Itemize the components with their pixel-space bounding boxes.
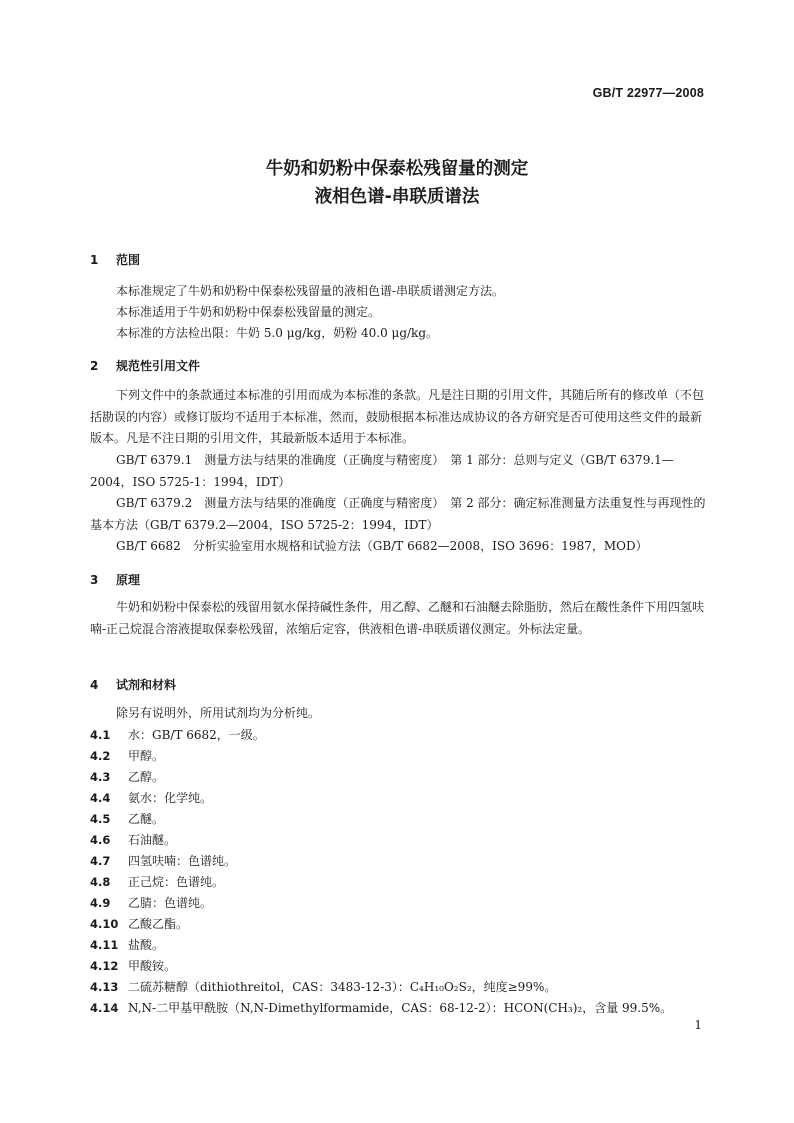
reference-entry: GB/T 6682 分析实验室用水规格和试验方法（GB/T 6682—2008，ISO 3696：1987，MOD） [116, 539, 648, 553]
item-text: 盐酸。 [128, 938, 165, 952]
document-title-line-1: 牛奶和奶粉中保泰松残留量的测定 [265, 159, 529, 179]
paragraph: 除另有说明外，所用试剂均为分析纯。 [116, 706, 321, 720]
item-number: 4.14 [90, 1001, 119, 1015]
list-item [90, 956, 706, 976]
list-item [90, 935, 706, 955]
item-number: 4.10 [90, 917, 119, 931]
section-title: 试剂和材料 [116, 678, 177, 692]
list-item [90, 767, 706, 787]
item-number: 4.4 [90, 791, 111, 805]
item-number: 4.2 [90, 749, 111, 763]
item-number: 4.6 [90, 833, 111, 847]
section-3-heading [90, 571, 140, 588]
item-text: 乙酸乙酯。 [128, 917, 189, 931]
paragraph: 牛奶和奶粉中保泰松的残留用氨水保持碱性条件，用乙醇、乙醚和石油醚去除脂肪，然后在酸性条件下用四氢呋喃-正己烷混合溶液提取保泰松残留，浓缩后定容，供液相色谱-串联质谱仪测定。外标法定量。 [90, 600, 705, 636]
section-title: 原理 [116, 573, 141, 587]
section-title: 范围 [116, 253, 141, 267]
item-text: 正己烷：色谱纯。 [128, 875, 225, 889]
list-item [90, 746, 706, 766]
item-number: 4.1 [90, 728, 111, 742]
item-text: N,N-二甲基甲酰胺（N,N-Dimethylformamide，CAS：68-12-2）：HCON(CH₃)₂，含量 99.5%。 [128, 1001, 673, 1015]
document-title-line-2: 液相色谱-串联质谱法 [314, 187, 480, 207]
item-text: 甲酸铵。 [128, 959, 177, 973]
item-text: 二硫苏糖醇（dithiothreitol，CAS：3483-12-3）：C₄H₁₀O₂S₂，纯度≥99%。 [128, 980, 557, 994]
list-item [90, 893, 706, 913]
list-item [90, 830, 706, 850]
section-4-heading [90, 676, 176, 693]
list-item [90, 725, 706, 745]
list-item [90, 872, 706, 892]
section-number: 1 [90, 253, 99, 267]
paragraph: 下列文件中的条款通过本标准的引用而成为本标准的条款。凡是注日期的引用文件，其随后所有的修改单（不包括勘误的内容）或修订版均不适用于本标准，然而，鼓励根据本标准达成协议的各方研究是否可使用这些文件的最新版本。凡是不注日期的引用文件，其最新版本适用于本标准。 [90, 388, 705, 445]
item-number: 4.11 [90, 938, 119, 952]
list-item [90, 788, 706, 808]
section-number: 3 [90, 573, 99, 587]
paragraph: 本标准的方法检出限：牛奶 5.0 μg/kg，奶粉 40.0 μg/kg。 [116, 326, 439, 340]
item-text: 氨水：化学纯。 [128, 791, 213, 805]
item-text: 石油醚。 [128, 833, 177, 847]
page-number: 1 [694, 1018, 702, 1032]
section-number: 2 [90, 359, 99, 373]
list-item [90, 914, 706, 934]
reference-entry: GB/T 6379.1 测量方法与结果的准确度（正确度与精密度） 第 1 部分：总则与定义（GB/T 6379.1—2004，ISO 5725-1：1994，IDT） [90, 453, 674, 489]
list-item [90, 809, 706, 829]
item-number: 4.9 [90, 896, 111, 910]
paragraph: 本标准适用于牛奶和奶粉中保泰松残留量的测定。 [116, 305, 381, 319]
section-1-heading [90, 251, 140, 268]
list-item [90, 851, 706, 871]
item-number: 4.8 [90, 875, 111, 889]
item-text: 水：GB/T 6682，一级。 [128, 728, 265, 742]
item-text: 四氢呋喃：色谱纯。 [128, 854, 237, 868]
section-2-heading [90, 357, 200, 374]
item-number: 4.13 [90, 980, 119, 994]
item-number: 4.5 [90, 812, 111, 826]
paragraph: 本标准规定了牛奶和奶粉中保泰松残留量的液相色谱-串联质谱测定方法。 [116, 284, 505, 298]
document-code: GB/T 22977—2008 [592, 86, 704, 100]
item-number: 4.3 [90, 770, 111, 784]
item-text: 乙醇。 [128, 770, 165, 784]
item-number: 4.12 [90, 959, 119, 973]
item-number: 4.7 [90, 854, 111, 868]
section-number: 4 [90, 678, 99, 692]
item-text: 甲醇。 [128, 749, 165, 763]
section-title: 规范性引用文件 [116, 359, 201, 373]
item-text: 乙醚。 [128, 812, 165, 826]
reference-entry: GB/T 6379.2 测量方法与结果的准确度（正确度与精密度） 第 2 部分：确定标准测量方法重复性与再现性的基本方法（GB/T 6379.2—2004，ISO 5725-2：1994，IDT） [90, 496, 706, 532]
item-text: 乙腈：色谱纯。 [128, 896, 213, 910]
list-item [90, 977, 706, 997]
list-item [90, 998, 706, 1018]
